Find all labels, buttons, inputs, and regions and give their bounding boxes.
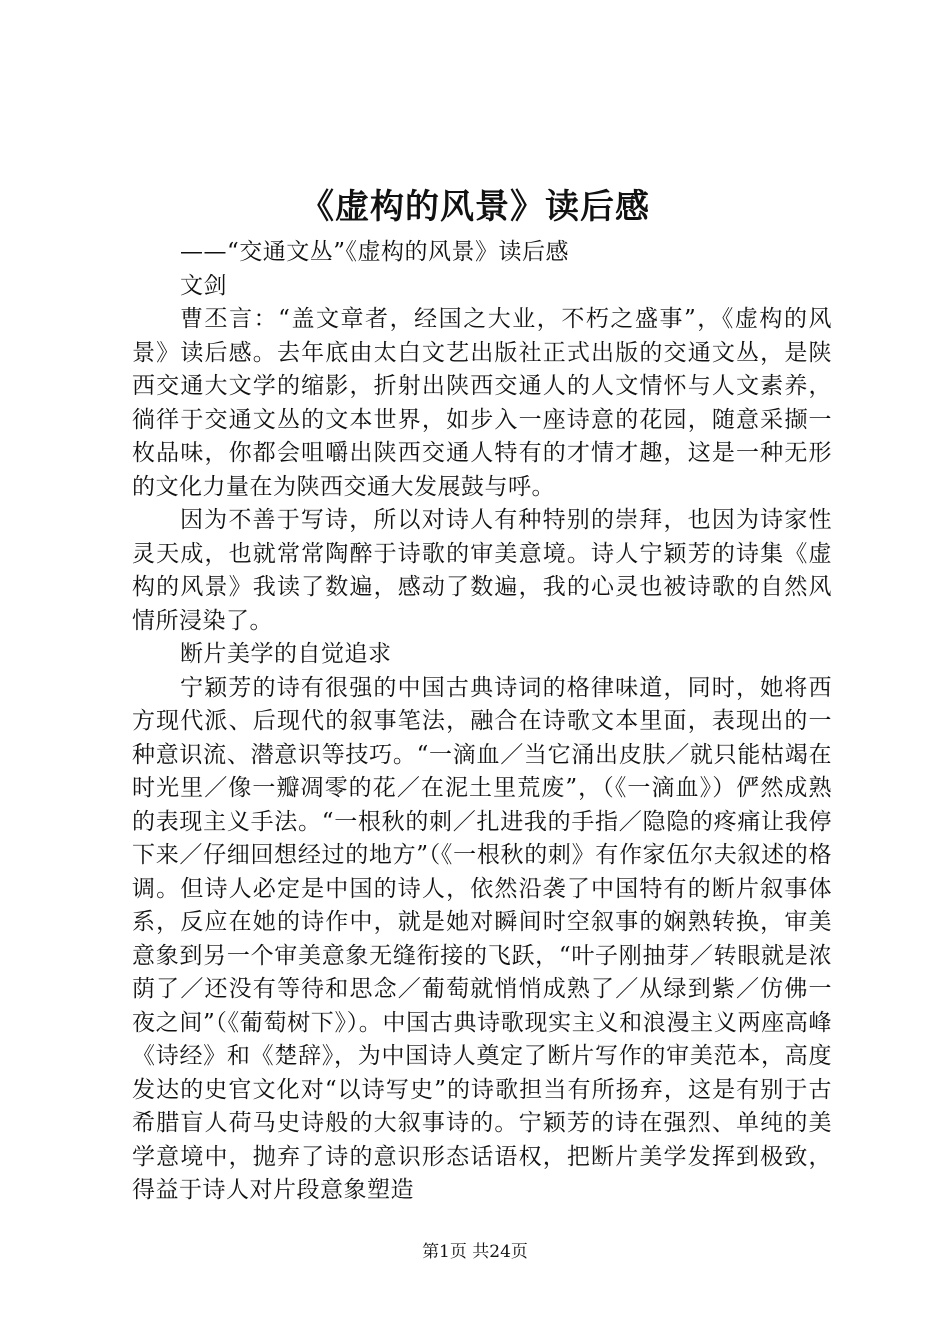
document-subtitle: ——“交通文丛”《虚构的风景》读后感 — [180, 239, 570, 265]
section-heading: 断片美学的自觉追求 — [180, 641, 392, 667]
document-body — [132, 236, 832, 1208]
page-number-footer: 第1页 共24页 — [422, 1242, 528, 1262]
document-author: 文剑 — [180, 272, 227, 299]
paragraph-2: 因为不善于写诗，所以对诗人有种特别的崇拜，也因为诗家性灵天成，也就常常陶醉于诗歌的审美意境。诗人宁颖芳的诗集《虚构的风景》我读了数遍，感动了数遍，我的心灵也被诗歌的自然风情所浸染了。 — [132, 507, 832, 634]
paragraph-1: 曹丕言：“盖文章者，经国之大业，不朽之盛事”，《虚构的风景》读后感。去年底由太白文艺出版社正式出版的交通文丛，是陕西交通大文学的缩影，折射出陕西交通人的人文情怀与人文素养，徜徉于交通文丛的文本世界，如步入一座诗意的花园，随意采撷一枚品味，你都会咀嚼出陕西交通人特有的才情才趣，这是一种无形的文化力量在为陕西交通大发展鼓与呼。 — [132, 306, 832, 500]
document-title: 《虚构的风景》读后感 — [300, 187, 650, 227]
paragraph-3: 宁颖芳的诗有很强的中国古典诗词的格律味道，同时，她将西方现代派、后现代的叙事笔法，融合在诗歌文本里面，表现出的一种意识流、潜意识等技巧。“一滴血／当它涌出皮肤／就只能枯竭在时光里／像一瓣凋零的花／在泥土里荒废”，（《一滴血》）俨然成熟的表现主义手法。“一根秋的刺／扎进我的手指／隐隐的疼痛让我停下来／仔细回想经过的地方”（《一根秋的刺》有作家伍尔夫叙述的格调。但诗人必定是中国的诗人，依然沿袭了中国特有的断片叙事体系，反应在她的诗作中，就是她对瞬间时空叙事的娴熟转换，审美意象到另一个审美意象无缝衔接的飞跃，“叶子刚抽芽／转眼就是浓荫了／还没有等待和思念／葡萄就悄悄成熟了／从绿到紫／仿佛一夜之间”（《葡萄树下》）。中国古典诗歌现实主义和浪漫主义两座高峰《诗经》和《楚辞》，为中国诗人奠定了断片写作的审美范本，高度发达的史官文化对“以诗写史”的诗歌担当有所扬弃，这是有别于古希腊盲人荷马史诗般的大叙事诗的。宁颖芳的诗在强烈、单纯的美学意境中，抛弃了诗的意识形态话语权，把断片美学发挥到极致，得益于诗人对片段意象塑造 — [132, 674, 832, 1203]
